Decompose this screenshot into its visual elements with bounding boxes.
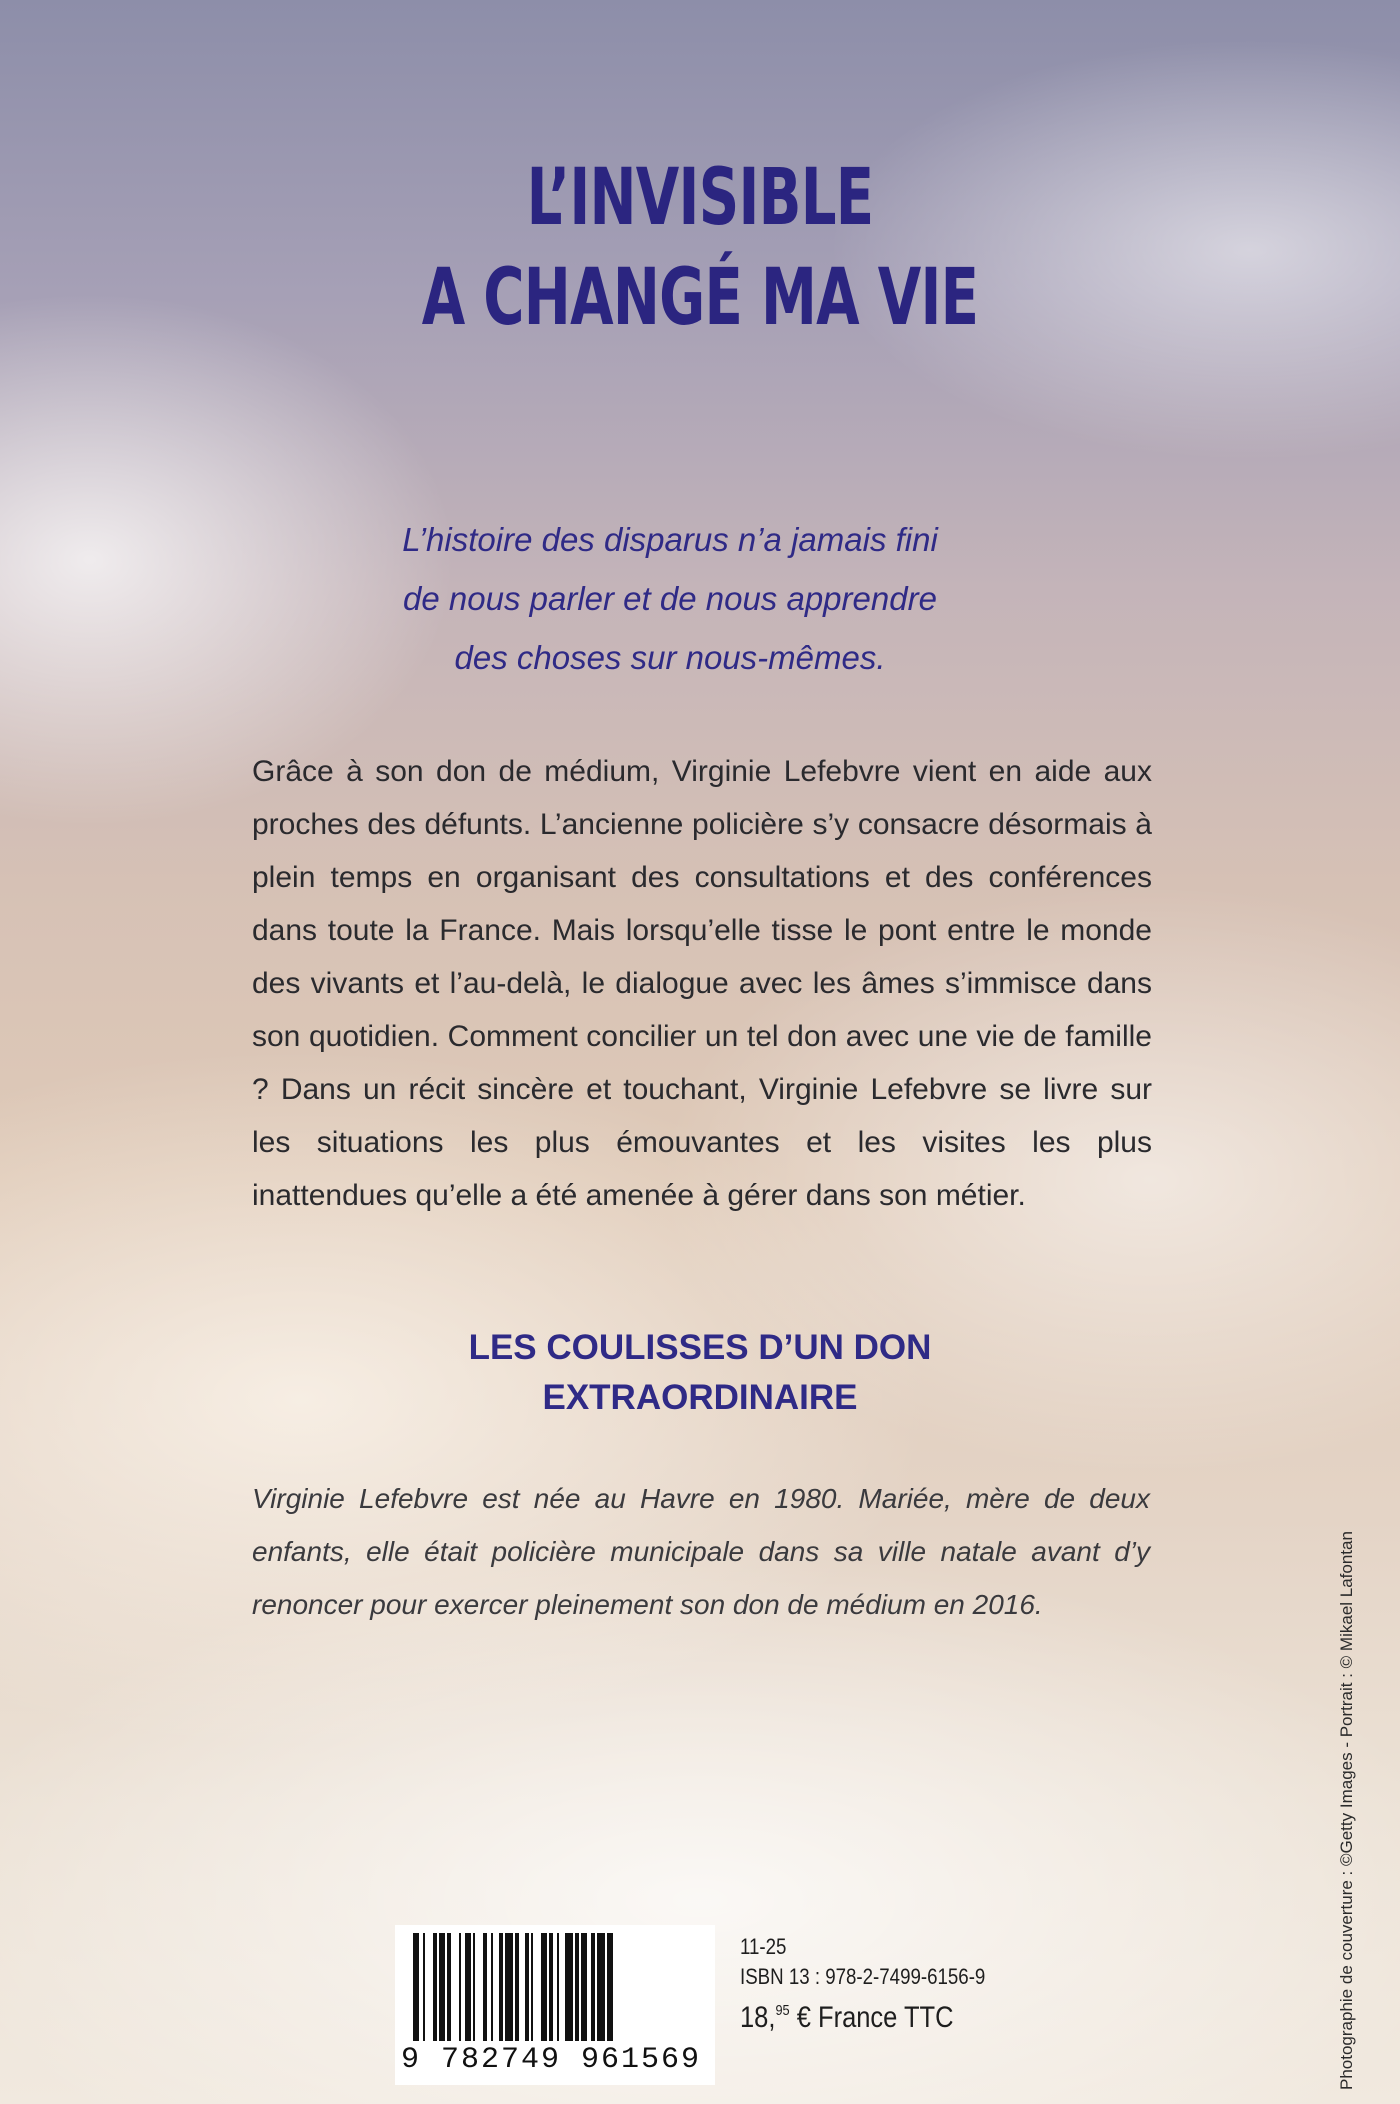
barcode-bar — [531, 1933, 533, 2041]
barcode-bar — [549, 1933, 553, 2041]
barcode-bar — [541, 1933, 547, 2041]
barcode-bar — [591, 1933, 595, 2041]
price — [740, 1992, 985, 2037]
price-cents: 95 — [775, 2002, 790, 2019]
book-title — [196, 148, 1204, 348]
section-heading-line-1: LES COULISSES D’UN DON — [468, 1328, 932, 1367]
barcode-bar — [447, 1933, 451, 2041]
section-heading — [0, 1323, 1400, 1423]
barcode-bar — [505, 1933, 513, 2041]
price-suffix: € France TTC — [789, 2001, 954, 2034]
photo-credit: Photographie de couverture : ©Getty Images - Portrait : © Mikael Lafontan — [1337, 1531, 1356, 2090]
book-title-line-2: A CHANGÉ MA VIE — [421, 253, 979, 343]
barcode-bar — [581, 1933, 587, 2041]
barcode — [395, 1925, 715, 2085]
barcode-bar — [473, 1933, 475, 2041]
barcode-bar — [597, 1933, 605, 2041]
barcode-bar — [413, 1933, 419, 2041]
isbn: ISBN 13 : 978-2-7499-6156-9 — [740, 1964, 986, 1989]
barcode-bar — [459, 1933, 461, 2041]
barcode-bar — [483, 1933, 487, 2041]
section-heading-line-2: EXTRAORDINAIRE — [542, 1378, 858, 1417]
book-title-line-1: L’INVISIBLE — [526, 153, 874, 243]
price-main: 18, — [740, 2001, 776, 2034]
barcode-bar — [525, 1933, 529, 2041]
barcode-bar — [423, 1933, 425, 2041]
tagline-line-3: des choses sur nous-mêmes. — [454, 639, 886, 676]
barcode-bar — [557, 1933, 559, 2041]
barcode-bar — [565, 1933, 573, 2041]
pricing-block — [740, 1932, 1029, 2037]
tagline-line-1: L’histoire des disparus n’a jamais fini — [402, 521, 938, 558]
barcode-bar — [433, 1933, 437, 2041]
barcode-bar — [465, 1933, 471, 2041]
edition-code: 11-25 — [740, 1934, 787, 1959]
barcode-bar — [439, 1933, 445, 2041]
barcode-bar — [607, 1933, 613, 2041]
barcode-digits: 9 782749 961569 — [401, 2043, 702, 2077]
summary-paragraph: Grâce à son don de médium, Virginie Lefebvre vient en aide aux proches des défunts. L’ancienne policière s’y consacre désormais à plein temps en organisant des consultations et des conférences dans toute la France. Mais lorsqu’elle tisse le pont entre le monde des vivants et l’au-delà, le dialogue avec les âmes s’immisce dans son quotidien. Comment concilier un tel don avec une vie de famille ? Dans un récit sincère et touchant, Virginie Lefebvre se livre sur les situations les plus émouvantes et les visites les plus inattendues qu’elle a été amenée à gérer dans son métier. — [252, 755, 1152, 1212]
tagline-line-2: de nous parler et de nous apprendre — [403, 580, 937, 617]
barcode-bar — [575, 1933, 579, 2041]
barcode-bar — [515, 1933, 519, 2041]
barcode-bar — [499, 1933, 503, 2041]
barcode-bar — [491, 1933, 493, 2041]
barcode-bars — [395, 1925, 715, 2047]
author-bio: Virginie Lefebvre est née au Havre en 1980. Mariée, mère de deux enfants, elle était policière municipale dans sa ville natale avant d’y renoncer pour exercer pleinement son don de médium en 2016. — [252, 1483, 1150, 1620]
tagline-quote — [250, 510, 1090, 687]
